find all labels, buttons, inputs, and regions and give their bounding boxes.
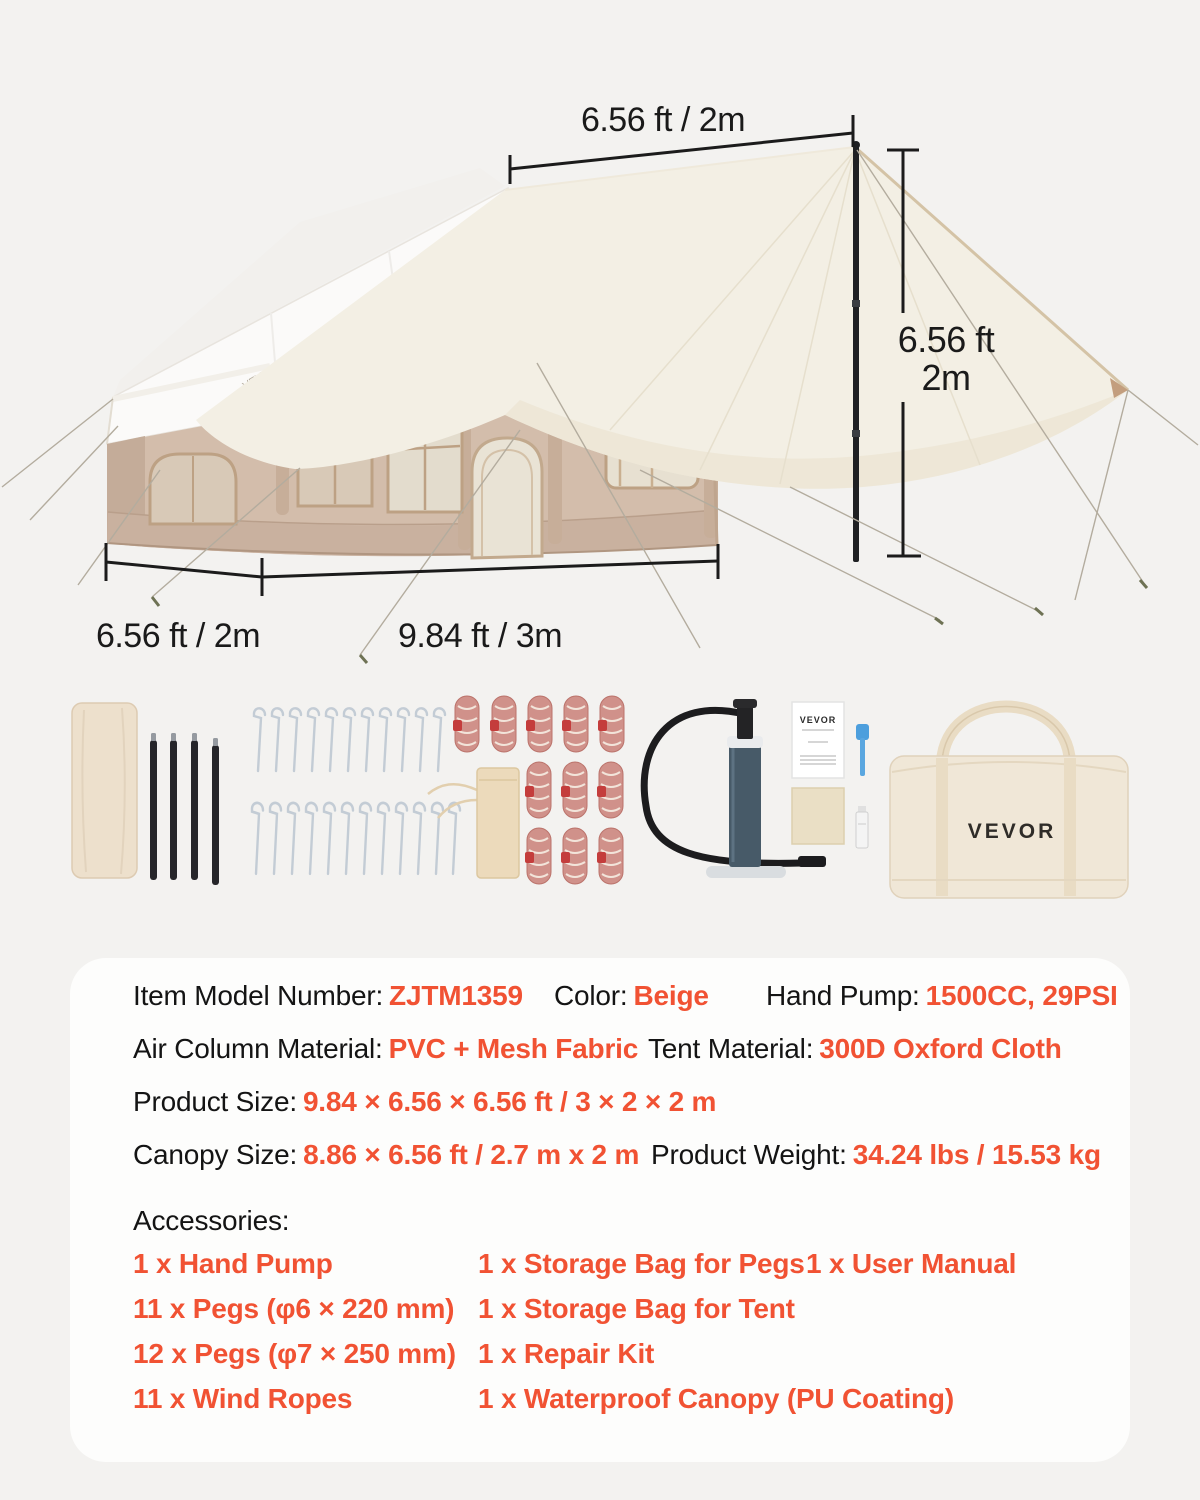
spec-tent-material	[648, 1033, 1062, 1065]
spec-tent-value: 300D Oxford Cloth	[819, 1033, 1062, 1064]
spec-color-value: Beige	[633, 980, 709, 1011]
spec-color	[554, 980, 709, 1012]
spec-air-value: PVC + Mesh Fabric	[388, 1033, 639, 1064]
acc-pegs-small: 11 x Pegs (φ6 × 220 mm)	[133, 1293, 455, 1324]
dim-bottom-depth-label: 6.56 ft / 2m	[95, 617, 261, 655]
accessories-kit	[72, 696, 1128, 898]
acc-user-manual: 1 x User Manual	[806, 1248, 1017, 1279]
spec-size-label: Product Size:	[133, 1086, 297, 1117]
acc-pegs-large: 12 x Pegs (φ7 × 250 mm)	[133, 1338, 456, 1369]
spec-panel	[70, 958, 1130, 1462]
acc-hand-pump: 1 x Hand Pump	[133, 1248, 333, 1279]
peg-set-small	[254, 708, 445, 771]
valve-tool	[856, 724, 869, 776]
spec-size-value: 9.84 × 6.56 × 6.56 ft / 3 × 2 × 2 m	[302, 1086, 717, 1117]
canopy	[196, 147, 1128, 489]
dim-top-label: 6.56 ft / 2m	[580, 101, 746, 139]
spec-pump-value: 1500CC, 29PSI	[925, 980, 1118, 1011]
acc-canopy: 1 x Waterproof Canopy (PU Coating)	[478, 1383, 954, 1414]
spec-hand-pump	[766, 980, 1118, 1012]
peg-set-large	[252, 803, 460, 874]
dim-right-label-m: 2m	[921, 357, 971, 398]
spec-tent-label: Tent Material:	[648, 1033, 814, 1064]
spec-model-value: ZJTM1359	[389, 980, 523, 1011]
dim-bottom-length-label: 9.84 ft / 3m	[397, 617, 563, 655]
spec-model	[133, 980, 523, 1012]
repair-patch	[792, 788, 844, 844]
spec-air-label: Air Column Material:	[133, 1033, 383, 1064]
user-manual	[792, 702, 844, 778]
spec-product-weight	[651, 1139, 1101, 1171]
spec-weight-value: 34.24 lbs / 15.53 kg	[852, 1139, 1101, 1170]
spec-pump-label: Hand Pump:	[766, 980, 920, 1011]
tarp-poles	[150, 733, 219, 885]
bag-logo: VEVOR	[967, 820, 1057, 843]
support-pole	[852, 141, 860, 562]
acc-wind-ropes: 11 x Wind Ropes	[133, 1383, 353, 1414]
rope-pegs	[152, 580, 1147, 663]
acc-bag-tent: 1 x Storage Bag for Tent	[478, 1293, 795, 1324]
manual-logo: VEVOR	[799, 715, 837, 725]
glue-tube	[856, 806, 868, 848]
folded-canopy-pad	[72, 703, 137, 878]
spec-canopy-label: Canopy Size:	[133, 1139, 298, 1170]
spec-air-column	[133, 1033, 638, 1065]
accessories-heading: Accessories:	[133, 1205, 290, 1236]
spec-color-label: Color:	[554, 980, 628, 1011]
spec-canopy-size	[133, 1139, 639, 1171]
acc-repair-kit: 1 x Repair Kit	[478, 1338, 655, 1369]
spec-model-label: Item Model Number:	[133, 980, 384, 1011]
tent-storage-bag	[890, 707, 1128, 899]
spec-weight-label: Product Weight:	[651, 1139, 847, 1170]
peg-storage-bag	[428, 768, 519, 878]
acc-bag-pegs: 1 x Storage Bag for Pegs	[478, 1248, 805, 1279]
spec-canopy-value: 8.86 × 6.56 ft / 2.7 m x 2 m	[303, 1139, 640, 1170]
spec-product-size	[133, 1086, 716, 1118]
dim-right-label-ft: 6.56 ft	[897, 319, 995, 360]
